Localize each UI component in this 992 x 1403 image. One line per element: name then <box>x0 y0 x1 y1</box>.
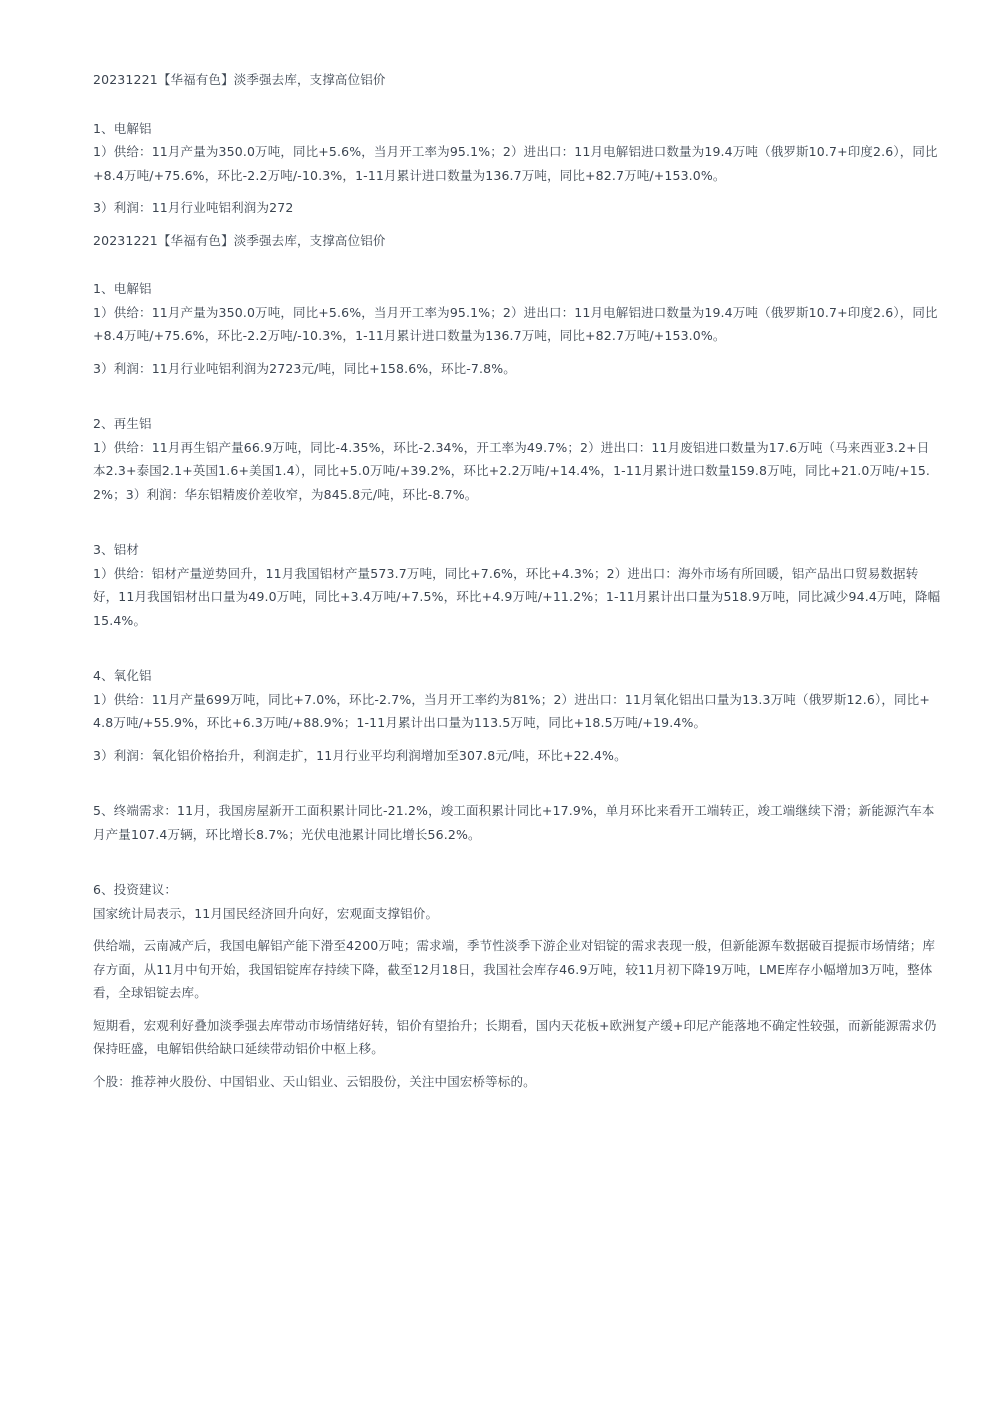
paragraph-alumina-profit: 3）利润：氧化铝价格抬升，利润走扩，11月行业平均利润增加至307.8元/吨，环比+22.4%。 <box>93 747 627 763</box>
section-heading-recycled-aluminum: 2、再生铝 <box>93 416 152 431</box>
paragraph-supply-demand: 供给端，云南减产后，我国电解铝产能下滑至4200万吨；需求端，季节性淡季下游企业对铝锭的需求表现一般，但新能源车数据破百提振市场情绪；库存方面，从11月中旬开始，我国铝锭库存持续下降，截至12月18日，我国社会库存46.9万吨，较11月初下降19万吨，LME库存小幅增加3万吨，整体看，全球铝锭去库。 <box>93 938 936 1000</box>
section-heading-electrolytic-aluminum: 1、电解铝 <box>93 120 152 136</box>
paragraph-stock-picks: 个股：推荐神火股份、中国铝业、天山铝业、云铝股份，关注中国宏桥等标的。 <box>93 1073 536 1089</box>
paragraph-alumina-supply: 1）供给：11月产量699万吨，同比+7.0%，环比-2.7%，当月开工率约为81%；2）进出口：11月氧化铝出口量为13.3万吨（俄罗斯12.6），同比+4.8万吨/+55.9%，环比+6.3万吨/+88.9%；1-11月累计出口量为113.5万吨，同比+18.5万吨/+19.4%。 <box>93 691 930 730</box>
section-heading-aluminum-products: 3、铝材 <box>93 542 140 557</box>
section-heading-alumina: 4、氧化铝 <box>93 668 152 683</box>
section-heading-investment-advice: 6、投资建议： <box>93 882 178 897</box>
doc-title: 20231221【华福有色】淡季强去库，支撑高位铝价 <box>93 72 386 87</box>
paragraph-profit: 3）利润：11月行业吨铝利润为272 <box>93 200 294 215</box>
paragraph-outlook: 短期看，宏观利好叠加淡季强去库带动市场情绪好转，铝价有望抬升；长期看，国内天花板+欧洲复产缓+印尼产能落地不确定性较强，而新能源需求仍保持旺盛，电解铝供给缺口延续带动铝价中枢上移。 <box>93 1017 937 1056</box>
paragraph-recycled-aluminum: 1）供给：11月再生铝产量66.9万吨，同比-4.35%，环比-2.34%，开工率为49.7%；2）进出口：11月废铝进口数量为17.6万吨（马来西亚3.2+日本2.3+泰国2.1+英国1.6+美国1.4），同比+5.0万吨/+39.2%，环比+2.2万吨/+14.4%，1-11月累计进口数量159.8万吨，同比+21.0万吨/+15.2%；3）利润：华东铝精废价差收窄，为845.8元/吨，环比-8.7%。 <box>93 439 931 502</box>
paragraph-supply: 1）供给：11月产量为350.0万吨，同比+5.6%，当月开工率为95.1%；2）进出口：11月电解铝进口数量为19.4万吨（俄罗斯10.7+印度2.6），同比+8.4万吨/+75.6%，环比-2.2万吨/-10.3%，1-11月累计进口数量为136.7万吨，同比+82.7万吨/+153.0%。 <box>93 144 938 183</box>
document-body <box>93 68 941 1093</box>
doc-title-repeat: 20231221【华福有色】淡季强去库，支撑高位铝价 <box>93 232 386 248</box>
paragraph-profit-repeat: 3）利润：11月行业吨铝利润为2723元/吨，同比+158.6%，环比-7.8%。 <box>93 360 516 376</box>
paragraph-macro: 国家统计局表示，11月国民经济回升向好，宏观面支撑铝价。 <box>93 905 439 921</box>
paragraph-end-demand: 5、终端需求：11月，我国房屋新开工面积累计同比-21.2%，竣工面积累计同比+17.9%，单月环比来看开工端转正，竣工端继续下滑；新能源汽车本月产量107.4万辆，环比增长8.7%；光伏电池累计同比增长56.2%。 <box>93 803 935 842</box>
paragraph-aluminum-products: 1）供给：铝材产量逆势回升，11月我国铝材产量573.7万吨，同比+7.6%，环比+4.3%；2）进出口：海外市场有所回暖，铝产品出口贸易数据转好，11月我国铝材出口量为49.0万吨，同比+3.4万吨/+7.5%，环比+4.9万吨/+11.2%；1-11月累计出口量为518.9万吨，同比减少94.4万吨，降幅15.4%。 <box>93 565 941 628</box>
section-heading-electrolytic-aluminum-repeat: 1、电解铝 <box>93 281 152 296</box>
paragraph-supply-repeat: 1）供给：11月产量为350.0万吨，同比+5.6%，当月开工率为95.1%；2）进出口：11月电解铝进口数量为19.4万吨（俄罗斯10.7+印度2.6），同比+8.4万吨/+75.6%，环比-2.2万吨/-10.3%，1-11月累计进口数量为136.7万吨，同比+82.7万吨/+153.0%。 <box>93 304 938 343</box>
